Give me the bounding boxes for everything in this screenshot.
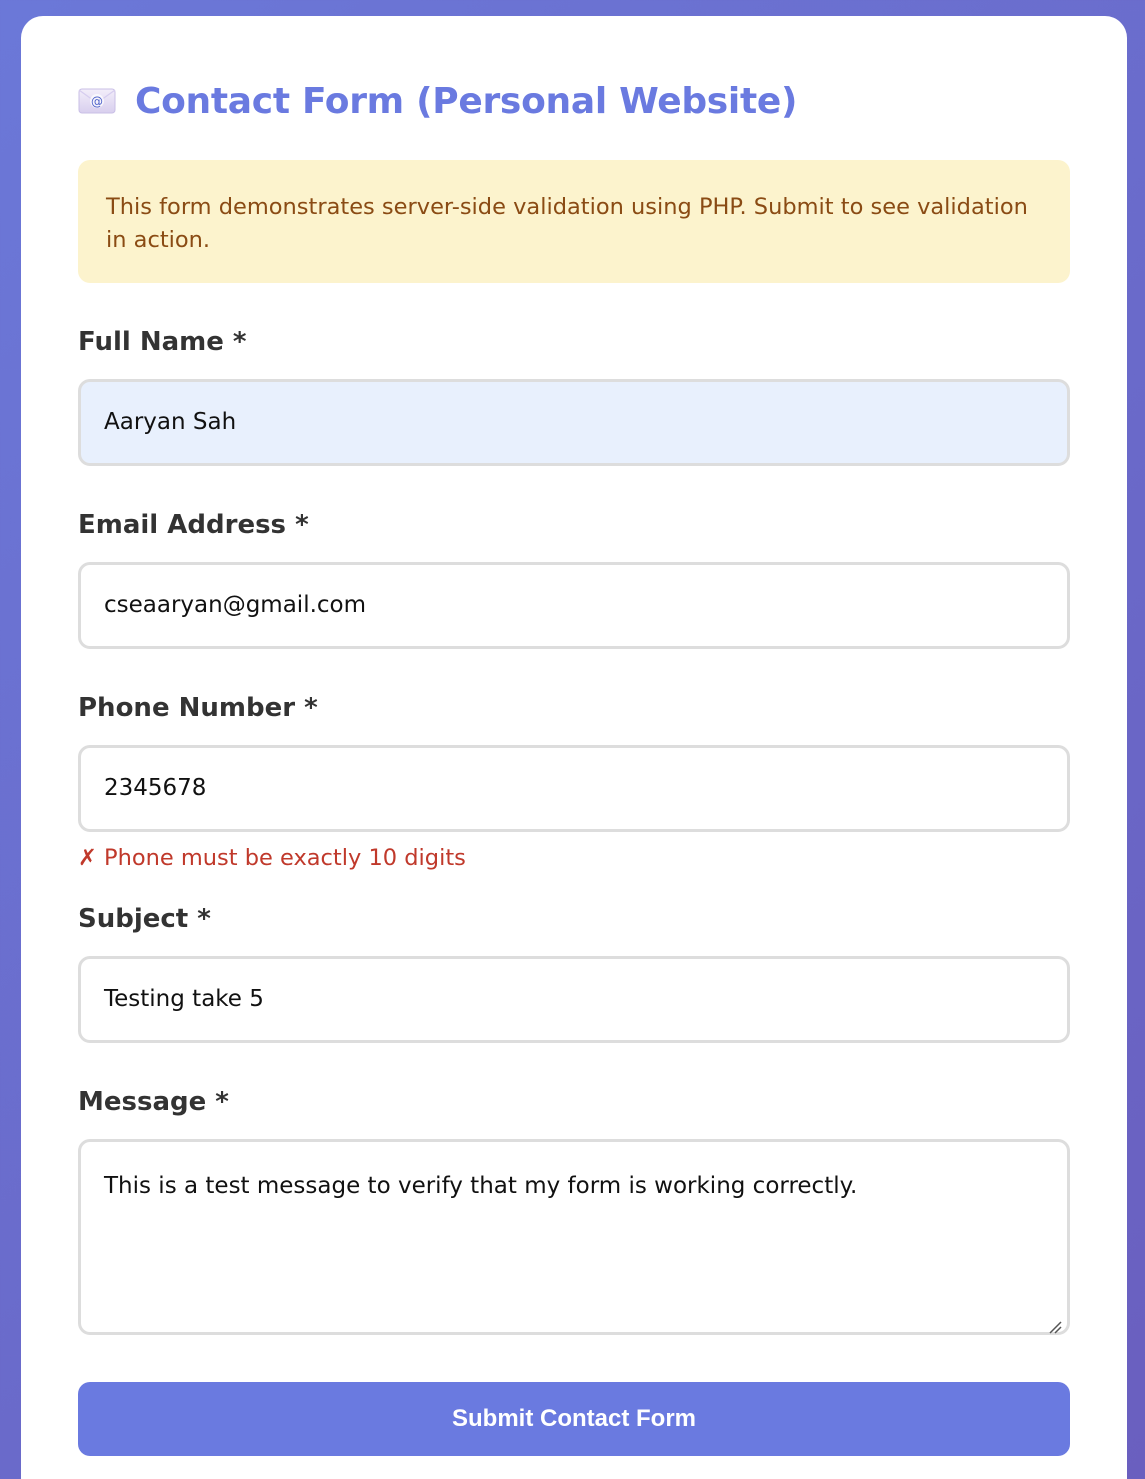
svg-text:@: @ xyxy=(91,94,103,109)
phone-field-group xyxy=(78,693,1070,875)
message-label: Message * xyxy=(78,1087,229,1117)
phone-error-message: ✗ Phone must be exactly 10 digits xyxy=(78,845,466,871)
email-label: Email Address * xyxy=(78,510,309,540)
envelope-at-icon xyxy=(78,88,116,114)
page-header xyxy=(78,65,1070,137)
message-field-group xyxy=(78,1087,1070,1335)
phone-label: Phone Number * xyxy=(78,693,318,723)
page-title: Contact Form (Personal Website) xyxy=(135,80,798,122)
info-notice: This form demonstrates server-side validation using PHP. Submit to see validation in action. xyxy=(78,160,1070,283)
submit-button[interactable]: Submit Contact Form xyxy=(78,1382,1070,1456)
subject-input[interactable]: Testing take 5 xyxy=(78,956,1070,1043)
name-field-group xyxy=(78,327,1070,466)
subject-label: Subject * xyxy=(78,904,211,934)
phone-input[interactable]: 2345678 xyxy=(78,745,1070,832)
subject-field-group xyxy=(78,904,1070,1043)
contact-form-card xyxy=(21,16,1127,1479)
submit-row xyxy=(78,1382,1070,1456)
message-textarea[interactable] xyxy=(78,1139,1070,1335)
name-label: Full Name * xyxy=(78,327,247,357)
name-input[interactable]: Aaryan Sah xyxy=(78,379,1070,466)
resize-handle-icon[interactable] xyxy=(1047,1312,1063,1328)
email-input[interactable]: cseaaryan@gmail.com xyxy=(78,562,1070,649)
email-field-group xyxy=(78,510,1070,649)
message-text: This is a test message to verify that my form is working correctly. xyxy=(104,1173,858,1199)
